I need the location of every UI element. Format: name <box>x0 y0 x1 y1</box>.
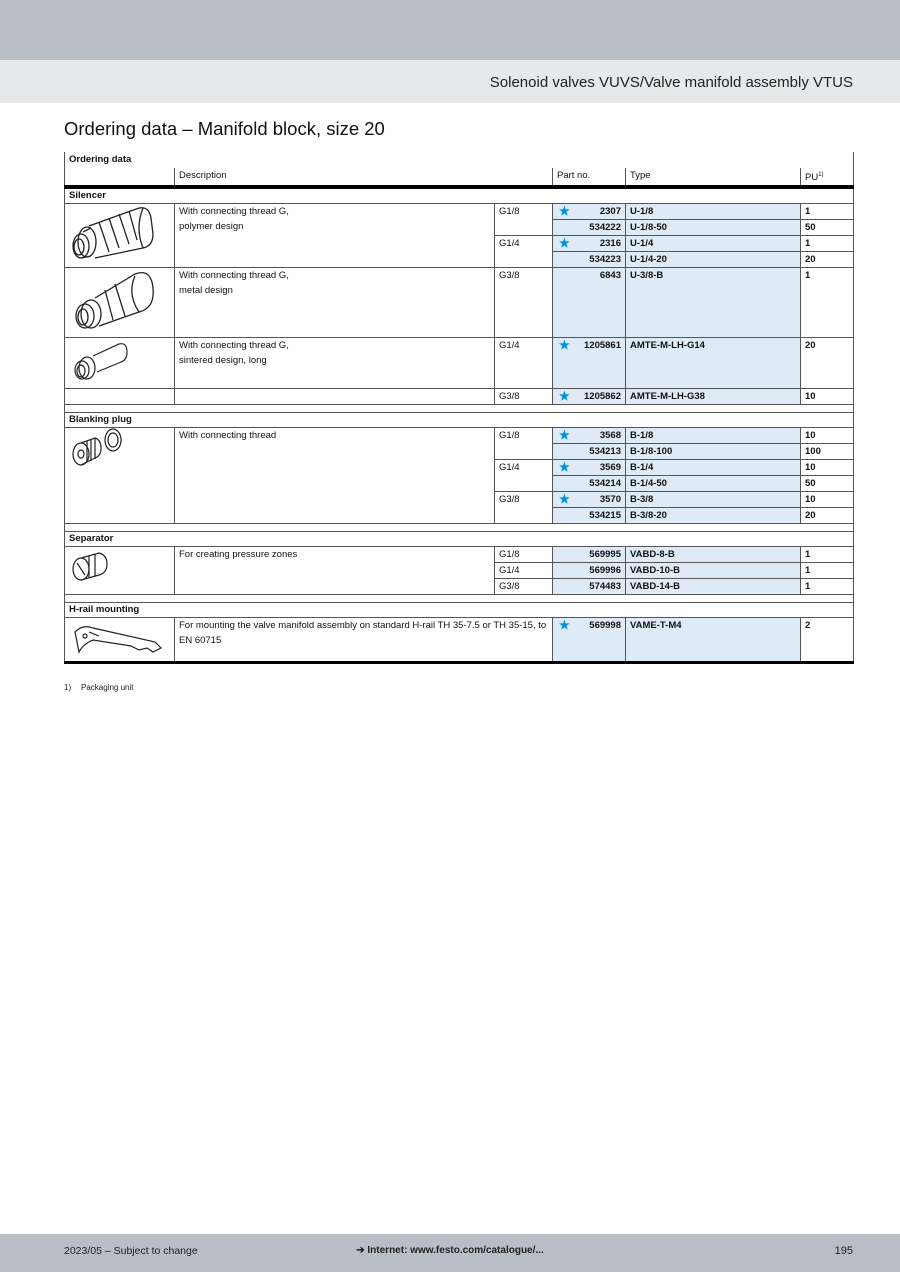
empty-image-cell <box>65 389 175 405</box>
footnote-text: Packaging unit <box>81 683 134 692</box>
thread-cell: G3/8 <box>495 492 553 524</box>
pu-cell: 10 <box>801 492 854 508</box>
type-cell: U-1/8-50 <box>626 220 801 236</box>
separator-desc: For creating pressure zones <box>175 547 495 595</box>
thread-cell: G3/8 <box>495 579 553 595</box>
type-cell: B-1/4 <box>626 460 801 476</box>
part-no-cell <box>553 389 626 405</box>
thread-cell: G1/4 <box>495 460 553 492</box>
pu-cell: 20 <box>801 508 854 524</box>
star-icon: ★ <box>559 618 570 633</box>
pu-cell: 2 <box>801 618 854 663</box>
thread-cell: G1/8 <box>495 428 553 460</box>
section-h-rail-mounting: H-rail mounting <box>65 603 854 618</box>
silencer-metal-desc <box>175 268 495 338</box>
spacer <box>65 595 854 603</box>
table-row <box>65 268 854 338</box>
type-cell: VABD-14-B <box>626 579 801 595</box>
type-cell: VAME-T-M4 <box>626 618 801 663</box>
ordering-table <box>64 152 854 664</box>
part-no-cell <box>553 338 626 389</box>
part-no-cell <box>553 492 626 508</box>
column-header-row <box>65 168 854 187</box>
silencer-sintered-desc <box>175 338 495 389</box>
thread-cell: G1/4 <box>495 236 553 268</box>
part-no-cell: 569996 <box>553 563 626 579</box>
type-cell: AMTE-M-LH-G14 <box>626 338 801 389</box>
star-icon: ★ <box>559 460 570 475</box>
header-title: Solenoid valves VUVS/Valve manifold assembly VTUS <box>489 74 853 91</box>
footnote <box>64 683 133 692</box>
part-no: 3568 <box>599 430 621 442</box>
empty-desc-cell <box>175 389 495 405</box>
pu-cell: 20 <box>801 252 854 268</box>
thread-cell: G1/8 <box>495 204 553 236</box>
table-row <box>65 338 854 389</box>
desc-line: polymer design <box>179 221 244 233</box>
page-number: 195 <box>834 1245 853 1257</box>
col-part-no: Part no. <box>553 168 626 187</box>
footer <box>0 1234 900 1272</box>
part-no-cell: 534215 <box>553 508 626 524</box>
part-no: 2316 <box>599 238 621 250</box>
silencer-polymer-icon <box>69 204 171 264</box>
part-no-cell: 6843 <box>553 268 626 338</box>
pu-cell: 10 <box>801 428 854 444</box>
desc-line: metal design <box>179 285 233 297</box>
separator-icon <box>69 547 171 587</box>
pu-cell: 50 <box>801 220 854 236</box>
silencer-sintered-image <box>65 338 175 389</box>
star-icon: ★ <box>559 338 570 353</box>
pu-cell: 50 <box>801 476 854 492</box>
thread-cell: G1/4 <box>495 338 553 389</box>
silencer-polymer-image <box>65 204 175 268</box>
star-icon: ★ <box>559 236 570 251</box>
part-no: 3570 <box>599 494 621 506</box>
part-no: 1205862 <box>584 391 621 403</box>
part-no-cell: 534222 <box>553 220 626 236</box>
col-description: Description <box>175 168 553 187</box>
silencer-polymer-desc <box>175 204 495 268</box>
pu-cell: 1 <box>801 563 854 579</box>
pu-cell: 20 <box>801 338 854 389</box>
footer-internet-link[interactable]: ➔ Internet: www.festo.com/catalogue/... <box>356 1245 544 1256</box>
section-silencer: Silencer <box>65 187 854 204</box>
blanking-desc: With connecting thread <box>175 428 495 524</box>
page-title: Ordering data – Manifold block, size 20 <box>64 118 385 139</box>
pu-cell: 1 <box>801 236 854 252</box>
part-no-cell: 534214 <box>553 476 626 492</box>
spacer <box>65 524 854 532</box>
table-row <box>65 618 854 663</box>
col-pu-sup: 1) <box>818 172 824 178</box>
silencer-sintered-icon <box>69 338 171 384</box>
table-caption-row <box>65 152 854 168</box>
col-pu <box>801 168 854 187</box>
h-rail-desc: For mounting the valve manifold assembly on standard H-rail TH 35-7.5 or TH 35-15, to EN 60715 <box>175 618 553 663</box>
table-row <box>65 389 854 405</box>
part-no: 1205861 <box>584 340 621 352</box>
top-bar <box>0 0 900 60</box>
blanking-plug-image <box>65 428 175 524</box>
section-blanking-plug: Blanking plug <box>65 413 854 428</box>
pu-cell: 1 <box>801 204 854 220</box>
thread-cell: G3/8 <box>495 389 553 405</box>
type-cell: B-3/8-20 <box>626 508 801 524</box>
desc-line: With connecting thread G, <box>179 340 289 352</box>
part-no: 569998 <box>589 620 621 632</box>
h-rail-image <box>65 618 175 663</box>
star-icon: ★ <box>559 389 570 404</box>
thread-cell: G3/8 <box>495 268 553 338</box>
type-cell: VABD-10-B <box>626 563 801 579</box>
star-icon: ★ <box>559 492 570 507</box>
table-row <box>65 204 854 220</box>
spacer <box>65 405 854 413</box>
star-icon: ★ <box>559 428 570 443</box>
type-cell: B-1/8-100 <box>626 444 801 460</box>
h-rail-clip-icon <box>69 618 171 658</box>
type-cell: B-1/4-50 <box>626 476 801 492</box>
part-no-cell <box>553 460 626 476</box>
thread-cell: G1/8 <box>495 547 553 563</box>
type-cell: U-3/8-B <box>626 268 801 338</box>
separator-image <box>65 547 175 595</box>
part-no-cell <box>553 236 626 252</box>
pu-cell: 100 <box>801 444 854 460</box>
part-no: 2307 <box>599 206 621 218</box>
pu-cell: 10 <box>801 460 854 476</box>
desc-line: sintered design, long <box>179 355 267 367</box>
type-cell: U-1/8 <box>626 204 801 220</box>
type-cell: B-1/8 <box>626 428 801 444</box>
pu-cell: 10 <box>801 389 854 405</box>
table-row <box>65 547 854 563</box>
pu-cell: 1 <box>801 579 854 595</box>
type-cell: U-1/4 <box>626 236 801 252</box>
footnote-number: 1) <box>64 683 72 692</box>
pu-cell: 1 <box>801 547 854 563</box>
thread-cell: G1/4 <box>495 563 553 579</box>
part-no-cell <box>553 428 626 444</box>
blanking-plug-icon <box>69 428 171 468</box>
footer-date: 2023/05 – Subject to change <box>64 1245 198 1257</box>
type-cell: VABD-8-B <box>626 547 801 563</box>
table-row <box>65 428 854 444</box>
part-no-cell: 534223 <box>553 252 626 268</box>
star-icon: ★ <box>559 204 570 219</box>
silencer-metal-icon <box>69 268 171 332</box>
part-no-cell: 574483 <box>553 579 626 595</box>
silencer-metal-image <box>65 268 175 338</box>
type-cell: B-3/8 <box>626 492 801 508</box>
header-band <box>0 60 900 103</box>
col-type: Type <box>626 168 801 187</box>
part-no-cell: 569995 <box>553 547 626 563</box>
pu-cell: 1 <box>801 268 854 338</box>
table-caption: Ordering data <box>65 152 854 168</box>
type-cell: U-1/4-20 <box>626 252 801 268</box>
part-no-cell: 534213 <box>553 444 626 460</box>
part-no-cell <box>553 204 626 220</box>
type-cell: AMTE-M-LH-G38 <box>626 389 801 405</box>
section-separator: Separator <box>65 532 854 547</box>
desc-line: With connecting thread G, <box>179 206 289 218</box>
part-no-cell <box>553 618 626 663</box>
part-no: 3569 <box>599 462 621 474</box>
desc-line: With connecting thread G, <box>179 270 289 282</box>
col-pu-label: PU <box>805 172 819 184</box>
